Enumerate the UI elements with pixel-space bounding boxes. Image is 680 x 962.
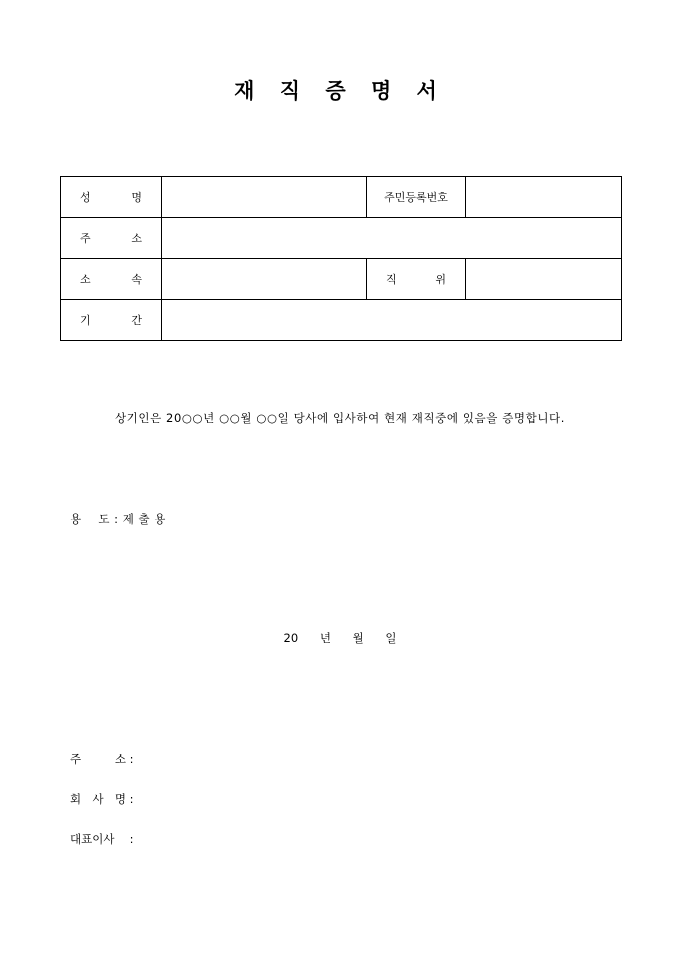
signature-address-separator: : — [129, 752, 134, 766]
name-value-cell[interactable] — [162, 177, 367, 218]
period-value-cell[interactable] — [162, 300, 622, 341]
signature-ceo-separator: : — [129, 832, 134, 846]
purpose-label: 용 도 — [70, 512, 110, 526]
position-value-cell[interactable] — [466, 259, 622, 300]
address-label-cell — [61, 218, 162, 259]
signature-company-separator: : — [129, 792, 134, 806]
purpose-separator: : — [114, 512, 119, 526]
department-label-cell — [61, 259, 162, 300]
signature-ceo-label: 대표이사 — [70, 832, 115, 846]
page-title: 재 직 증 명 서 — [234, 78, 446, 103]
info-table — [60, 176, 622, 341]
id-number-label: 주민등록번호 — [384, 191, 448, 204]
address-label: 주 소 — [80, 232, 142, 245]
table-row-department — [61, 259, 622, 300]
table-row-address — [61, 218, 622, 259]
position-label-cell — [367, 259, 466, 300]
name-label-cell — [61, 177, 162, 218]
signature-ceo-line — [70, 830, 134, 848]
table-row-name — [61, 177, 622, 218]
purpose-line — [70, 510, 166, 528]
period-label-cell — [61, 300, 162, 341]
period-label: 기 간 — [80, 314, 142, 327]
department-label: 소 속 — [80, 273, 142, 286]
signature-company-line — [70, 790, 134, 808]
signature-address-line — [70, 750, 134, 768]
id-number-value-cell[interactable] — [466, 177, 622, 218]
id-label-cell — [367, 177, 466, 218]
issue-date: 20 년 월 일 — [283, 631, 397, 645]
table-row-period — [61, 300, 622, 341]
purpose-value: 제 출 용 — [122, 512, 166, 526]
department-value-cell[interactable] — [162, 259, 367, 300]
position-label: 직 위 — [386, 273, 446, 286]
name-label: 성 명 — [80, 191, 142, 204]
certification-statement: 상기인은 20○○년 ○○월 ○○일 당사에 입사하여 현재 재직중에 있음을 증명합니다. — [114, 411, 566, 425]
signature-address-label: 주 소 — [70, 752, 126, 766]
signature-company-label: 회 사 명 — [70, 792, 126, 806]
address-value-cell[interactable] — [162, 218, 622, 259]
